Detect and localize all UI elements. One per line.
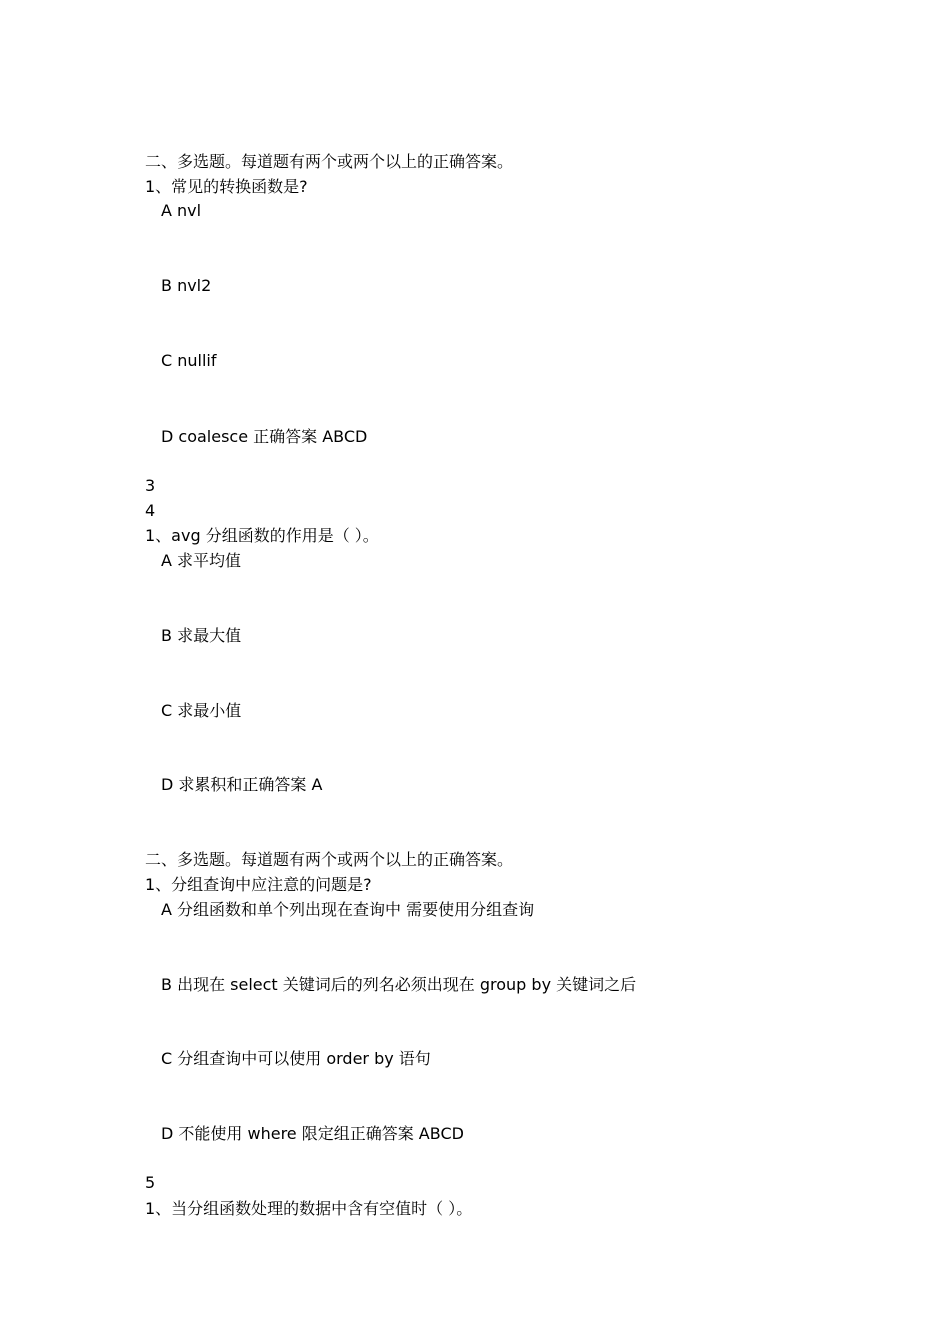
option-d-answer: D coalesce 正确答案 ABCD xyxy=(161,427,368,446)
option-c: C 分组查询中可以使用 order by 语句 xyxy=(161,1049,431,1068)
option-c: C nullif xyxy=(161,351,217,370)
question-text: 1、avg 分组函数的作用是（ ）。 xyxy=(145,526,379,545)
option-b: B nvl2 xyxy=(161,276,212,295)
page-number: 3 xyxy=(145,476,156,495)
question-text: 1、当分组函数处理的数据中含有空值时（ ）。 xyxy=(145,1199,473,1218)
page-number: 4 xyxy=(145,501,156,520)
option-d-answer: D 求累积和正确答案 A xyxy=(161,775,323,794)
option-a: A 分组函数和单个列出现在查询中 需要使用分组查询 xyxy=(161,900,535,919)
option-d-answer: D 不能使用 where 限定组正确答案 ABCD xyxy=(161,1124,464,1143)
option-b: B 求最大值 xyxy=(161,626,242,645)
option-c: C 求最小值 xyxy=(161,701,242,720)
option-b: B 出现在 select 关键词后的列名必须出现在 group by 关键词之后 xyxy=(161,975,637,994)
section-heading: 二、多选题。每道题有两个或两个以上的正确答案。 xyxy=(145,850,514,869)
option-a: A nvl xyxy=(161,201,202,220)
page-number: 5 xyxy=(145,1173,156,1192)
question-text: 1、常见的转换函数是? xyxy=(145,177,308,196)
option-a: A 求平均值 xyxy=(161,551,242,570)
question-text: 1、分组查询中应注意的问题是? xyxy=(145,875,372,894)
section-heading: 二、多选题。每道题有两个或两个以上的正确答案。 xyxy=(145,152,514,171)
